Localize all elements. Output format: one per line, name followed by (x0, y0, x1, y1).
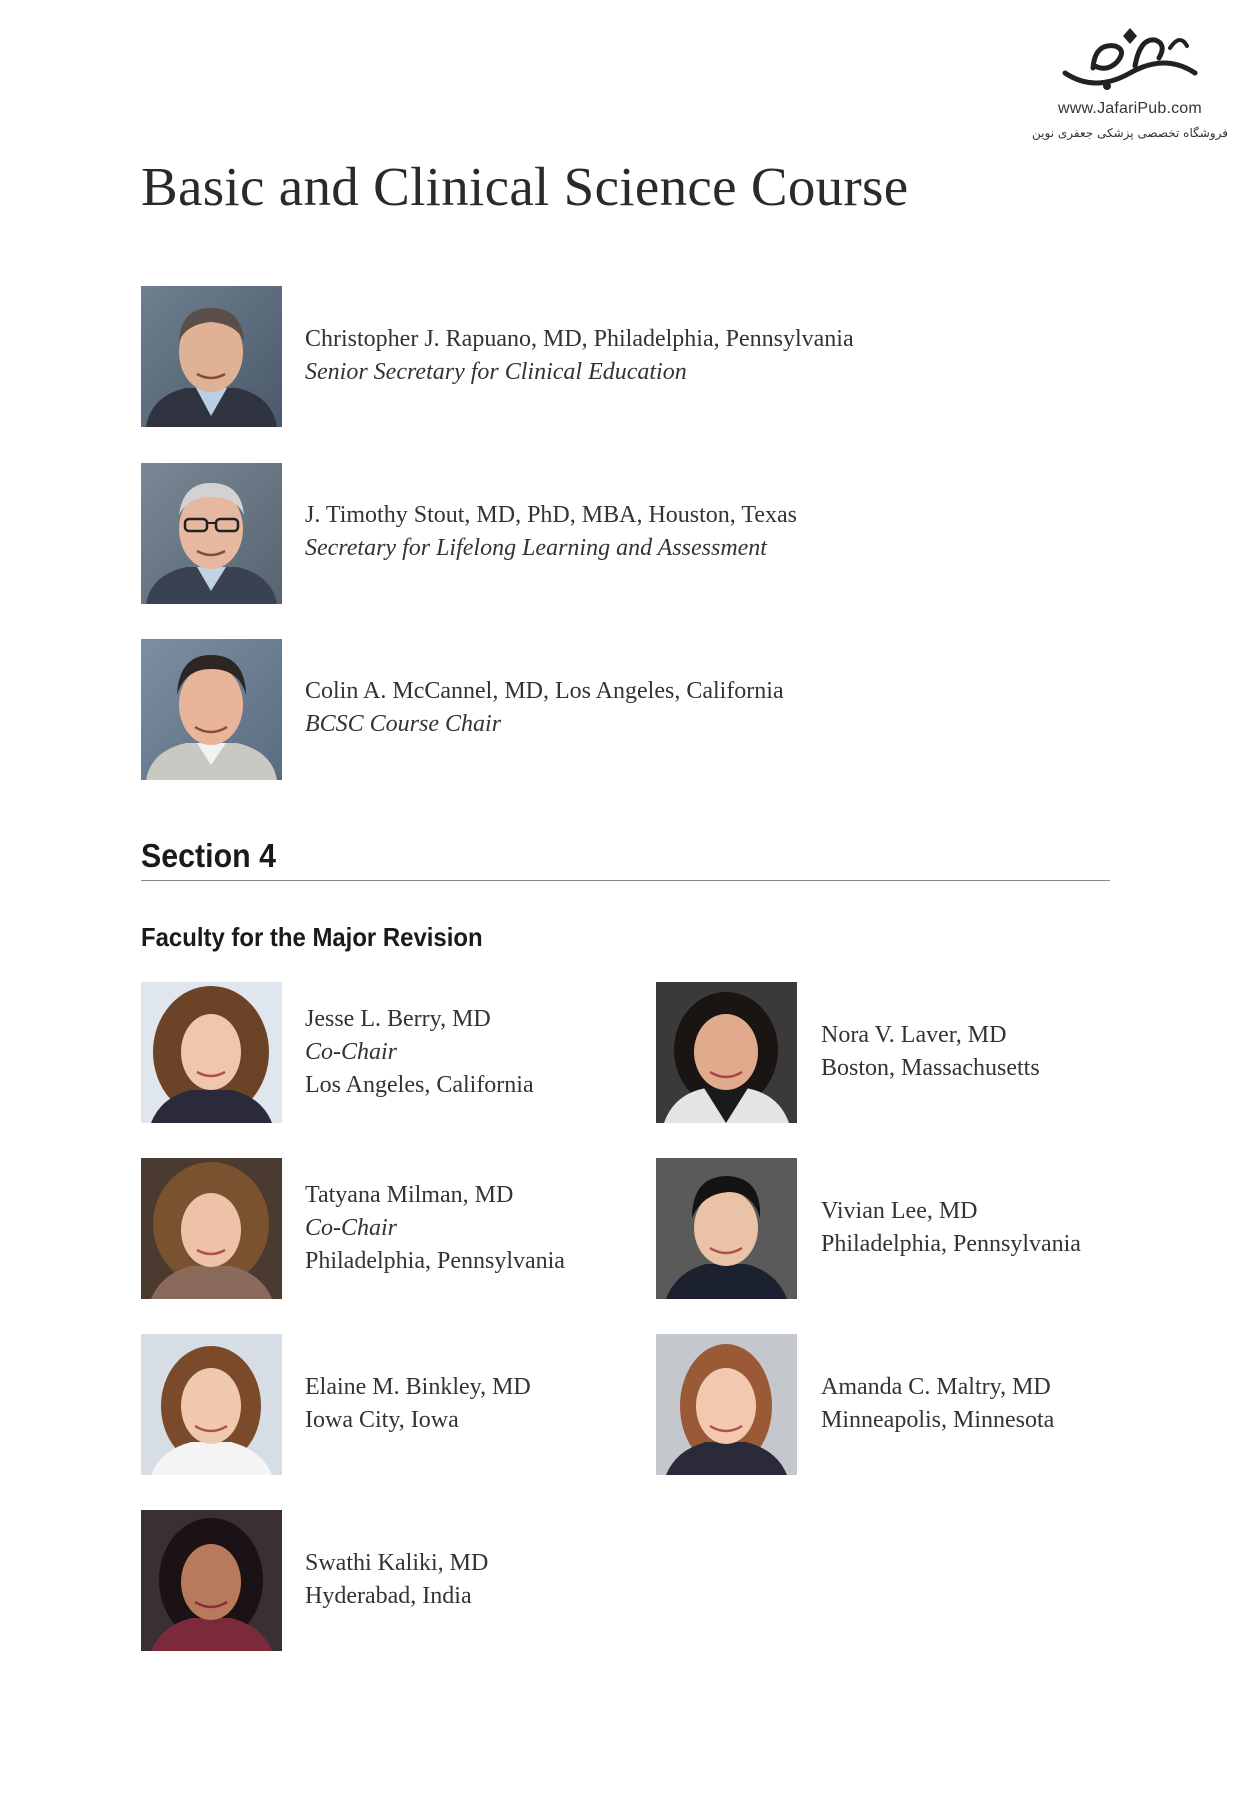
section-heading: Section 4 (141, 837, 276, 874)
publisher-logo-icon (1055, 18, 1205, 98)
publisher-tagline: فروشگاه تخصصی پزشکی جعفری نوین (1032, 126, 1228, 140)
faculty-name: Vivian Lee, MD (821, 1198, 978, 1224)
faculty-location: Hyderabad, India (305, 1583, 472, 1609)
faculty-location: Philadelphia, Pennsylvania (305, 1248, 565, 1274)
faculty-entry (305, 1179, 565, 1278)
faculty-photo-milman (141, 1158, 282, 1299)
faculty-photo-berry (141, 982, 282, 1123)
leader-photo-mccannel (141, 639, 282, 780)
faculty-location: Boston, Massachusetts (821, 1055, 1040, 1081)
faculty-name: Elaine M. Binkley, MD (305, 1374, 531, 1400)
faculty-entry (305, 1371, 531, 1437)
faculty-entry (821, 1195, 1081, 1261)
faculty-location: Minneapolis, Minnesota (821, 1407, 1055, 1433)
faculty-photo-binkley (141, 1334, 282, 1475)
faculty-entry (305, 1547, 488, 1613)
faculty-subheading: Faculty for the Major Revision (141, 922, 483, 952)
faculty-role: Co-Chair (305, 1215, 398, 1241)
faculty-photo-kaliki (141, 1510, 282, 1651)
leader-entry (305, 675, 784, 741)
leader-photo-rapuano (141, 286, 282, 427)
publisher-logo (1020, 18, 1240, 148)
faculty-name: Swathi Kaliki, MD (305, 1550, 489, 1576)
faculty-entry (821, 1371, 1054, 1437)
leader-name: J. Timothy Stout, MD, PhD, MBA, Houston, Texas (305, 502, 797, 528)
leader-photo-stout (141, 463, 282, 604)
faculty-photo-laver (656, 982, 797, 1123)
faculty-name: Tatyana Milman, MD (305, 1182, 514, 1208)
faculty-photo-lee (656, 1158, 797, 1299)
faculty-location: Iowa City, Iowa (305, 1407, 459, 1433)
faculty-location: Los Angeles, California (305, 1072, 534, 1098)
leader-entry (305, 499, 797, 565)
faculty-entry (821, 1019, 1040, 1085)
section-divider (141, 880, 1110, 881)
faculty-location: Philadelphia, Pennsylvania (821, 1231, 1081, 1257)
faculty-photo-maltry (656, 1334, 797, 1475)
faculty-entry (305, 1003, 534, 1102)
faculty-name: Amanda C. Maltry, MD (821, 1374, 1051, 1400)
faculty-role: Co-Chair (305, 1039, 398, 1065)
leader-name: Colin A. McCannel, MD, Los Angeles, California (305, 678, 784, 704)
page-title: Basic and Clinical Science Course (141, 156, 909, 217)
faculty-name: Nora V. Laver, MD (821, 1022, 1007, 1048)
leader-name: Christopher J. Rapuano, MD, Philadelphia, Pennsylvania (305, 326, 854, 352)
leader-role: Secretary for Lifelong Learning and Assessment (305, 535, 767, 561)
leader-role: Senior Secretary for Clinical Education (305, 359, 687, 385)
faculty-name: Jesse L. Berry, MD (305, 1006, 491, 1032)
publisher-url: www.JafariPub.com (1058, 100, 1202, 117)
leader-role: BCSC Course Chair (305, 711, 502, 737)
leader-entry (305, 323, 854, 389)
